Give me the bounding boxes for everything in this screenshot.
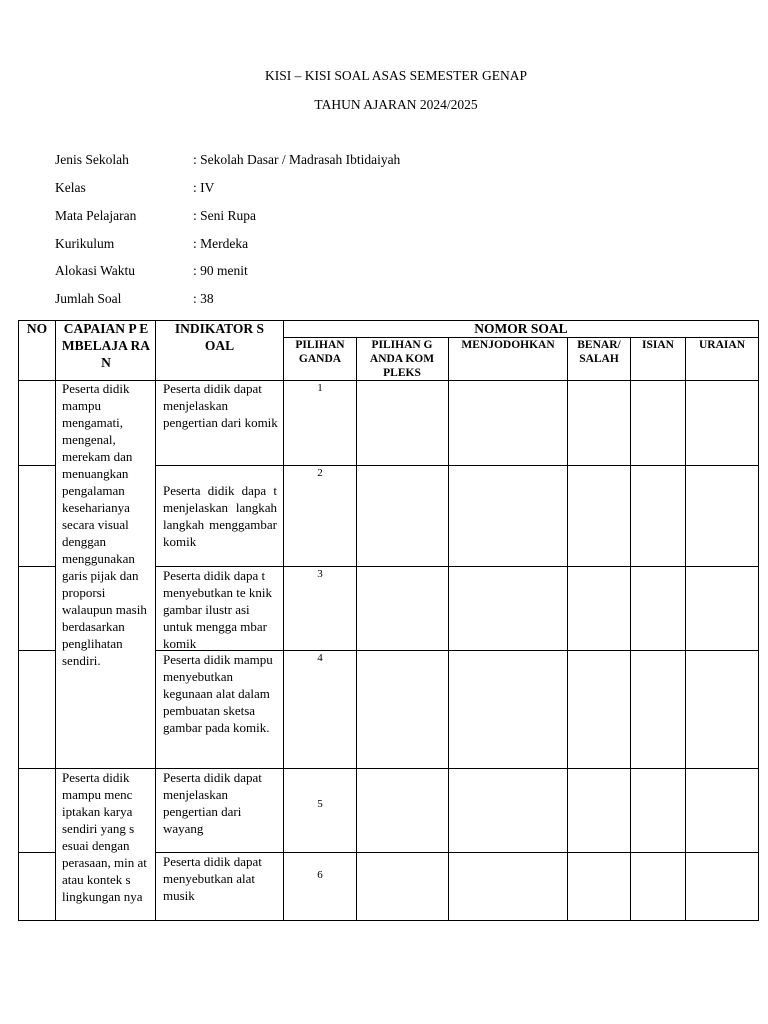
table-divider — [155, 320, 156, 921]
header-menjodohkan: MENJODOHKAN — [461, 339, 555, 351]
table-divider — [18, 852, 56, 853]
table-divider — [630, 337, 631, 921]
header-no: NO — [26, 321, 48, 336]
pilihan-ganda-number: 5 — [317, 798, 323, 810]
pilihan-ganda-number: 4 — [317, 652, 323, 664]
indikator-cell: Peserta didik mampu menyebutkan kegunaan alat dalam pembuatan sketsa gambar pada komik. — [163, 652, 273, 735]
table-divider — [155, 465, 759, 466]
indikator-cell: Peserta didik dapa t menjelaskan langkah langkah menggambar komik — [163, 483, 277, 549]
info-value: : 90 menit — [193, 263, 248, 278]
table-border-bottom — [18, 920, 759, 921]
header-benar-salah: BENAR/ SALAH — [577, 339, 621, 365]
table-divider — [18, 566, 56, 567]
header-pilihan-ganda: PILIHAN GANDA — [295, 339, 345, 365]
info-label: Kurikulum — [55, 236, 115, 251]
info-value: : Seni Rupa — [193, 208, 256, 223]
table-border-right — [758, 320, 759, 921]
info-label: Jumlah Soal — [55, 291, 122, 306]
header-nomor-soal: NOMOR SOAL — [474, 321, 568, 336]
info-value: : IV — [193, 180, 215, 195]
pilihan-ganda-number: 1 — [317, 382, 323, 394]
document-subtitle: TAHUN AJARAN 2024/2025 — [314, 97, 478, 112]
table-border-left — [18, 320, 19, 921]
indikator-cell: Peserta didik dapat menyebutkan alat musik — [163, 854, 262, 903]
table-divider — [55, 320, 56, 921]
header-isian: ISIAN — [642, 339, 674, 351]
table-divider — [283, 320, 284, 921]
info-label: Mata Pelajaran — [55, 208, 137, 223]
pilihan-ganda-number: 3 — [317, 568, 323, 580]
header-pilihan-ganda-kompleks: PILIHAN G ANDA KOM PLEKS — [369, 339, 435, 379]
indikator-cell: Peserta didik dapa t menyebutkan te knik gambar ilustr asi untuk mengga mbar komik — [163, 568, 273, 651]
indikator-cell: Peserta didik dapat menjelaskan pengertian dari wayang — [163, 770, 262, 836]
info-label: Jenis Sekolah — [55, 152, 129, 167]
capaian-cell: Peserta didik mampu mengamati, mengenal, merekam dan menuangkan pengalaman keseharianya secara visual denggan menggunakan garis pijak dan proporsi walaupun masih berdasarkan penglihatan sendiri. — [62, 381, 147, 668]
document-title: KISI – KISI SOAL ASAS SEMESTER GENAP — [264, 68, 528, 83]
table-divider — [356, 337, 357, 921]
info-value: : 38 — [193, 291, 214, 306]
info-label: Alokasi Waktu — [55, 263, 136, 278]
indikator-cell: Peserta didik dapat menjelaskan pengertian dari komik — [163, 381, 278, 430]
table-divider — [685, 337, 686, 921]
table-divider — [18, 650, 56, 651]
header-uraian: URAIAN — [699, 339, 745, 351]
table-divider — [448, 337, 449, 921]
info-value: : Sekolah Dasar / Madrasah Ibtidaiyah — [193, 152, 401, 167]
info-label: Kelas — [55, 180, 86, 195]
info-value: : Merdeka — [193, 236, 249, 251]
table-divider — [567, 337, 568, 921]
header-capaian: CAPAIAN P EMBELAJA RAN — [61, 321, 151, 370]
table-divider — [18, 465, 56, 466]
capaian-cell: Peserta didik mampu menc iptakan karya sendiri yang s esuai dengan perasaan, min at atau kontek s lingkungan nya — [62, 770, 147, 904]
header-indikator: INDIKATOR S OAL — [174, 321, 265, 353]
pilihan-ganda-number: 2 — [317, 467, 323, 479]
pilihan-ganda-number: 6 — [317, 869, 323, 881]
